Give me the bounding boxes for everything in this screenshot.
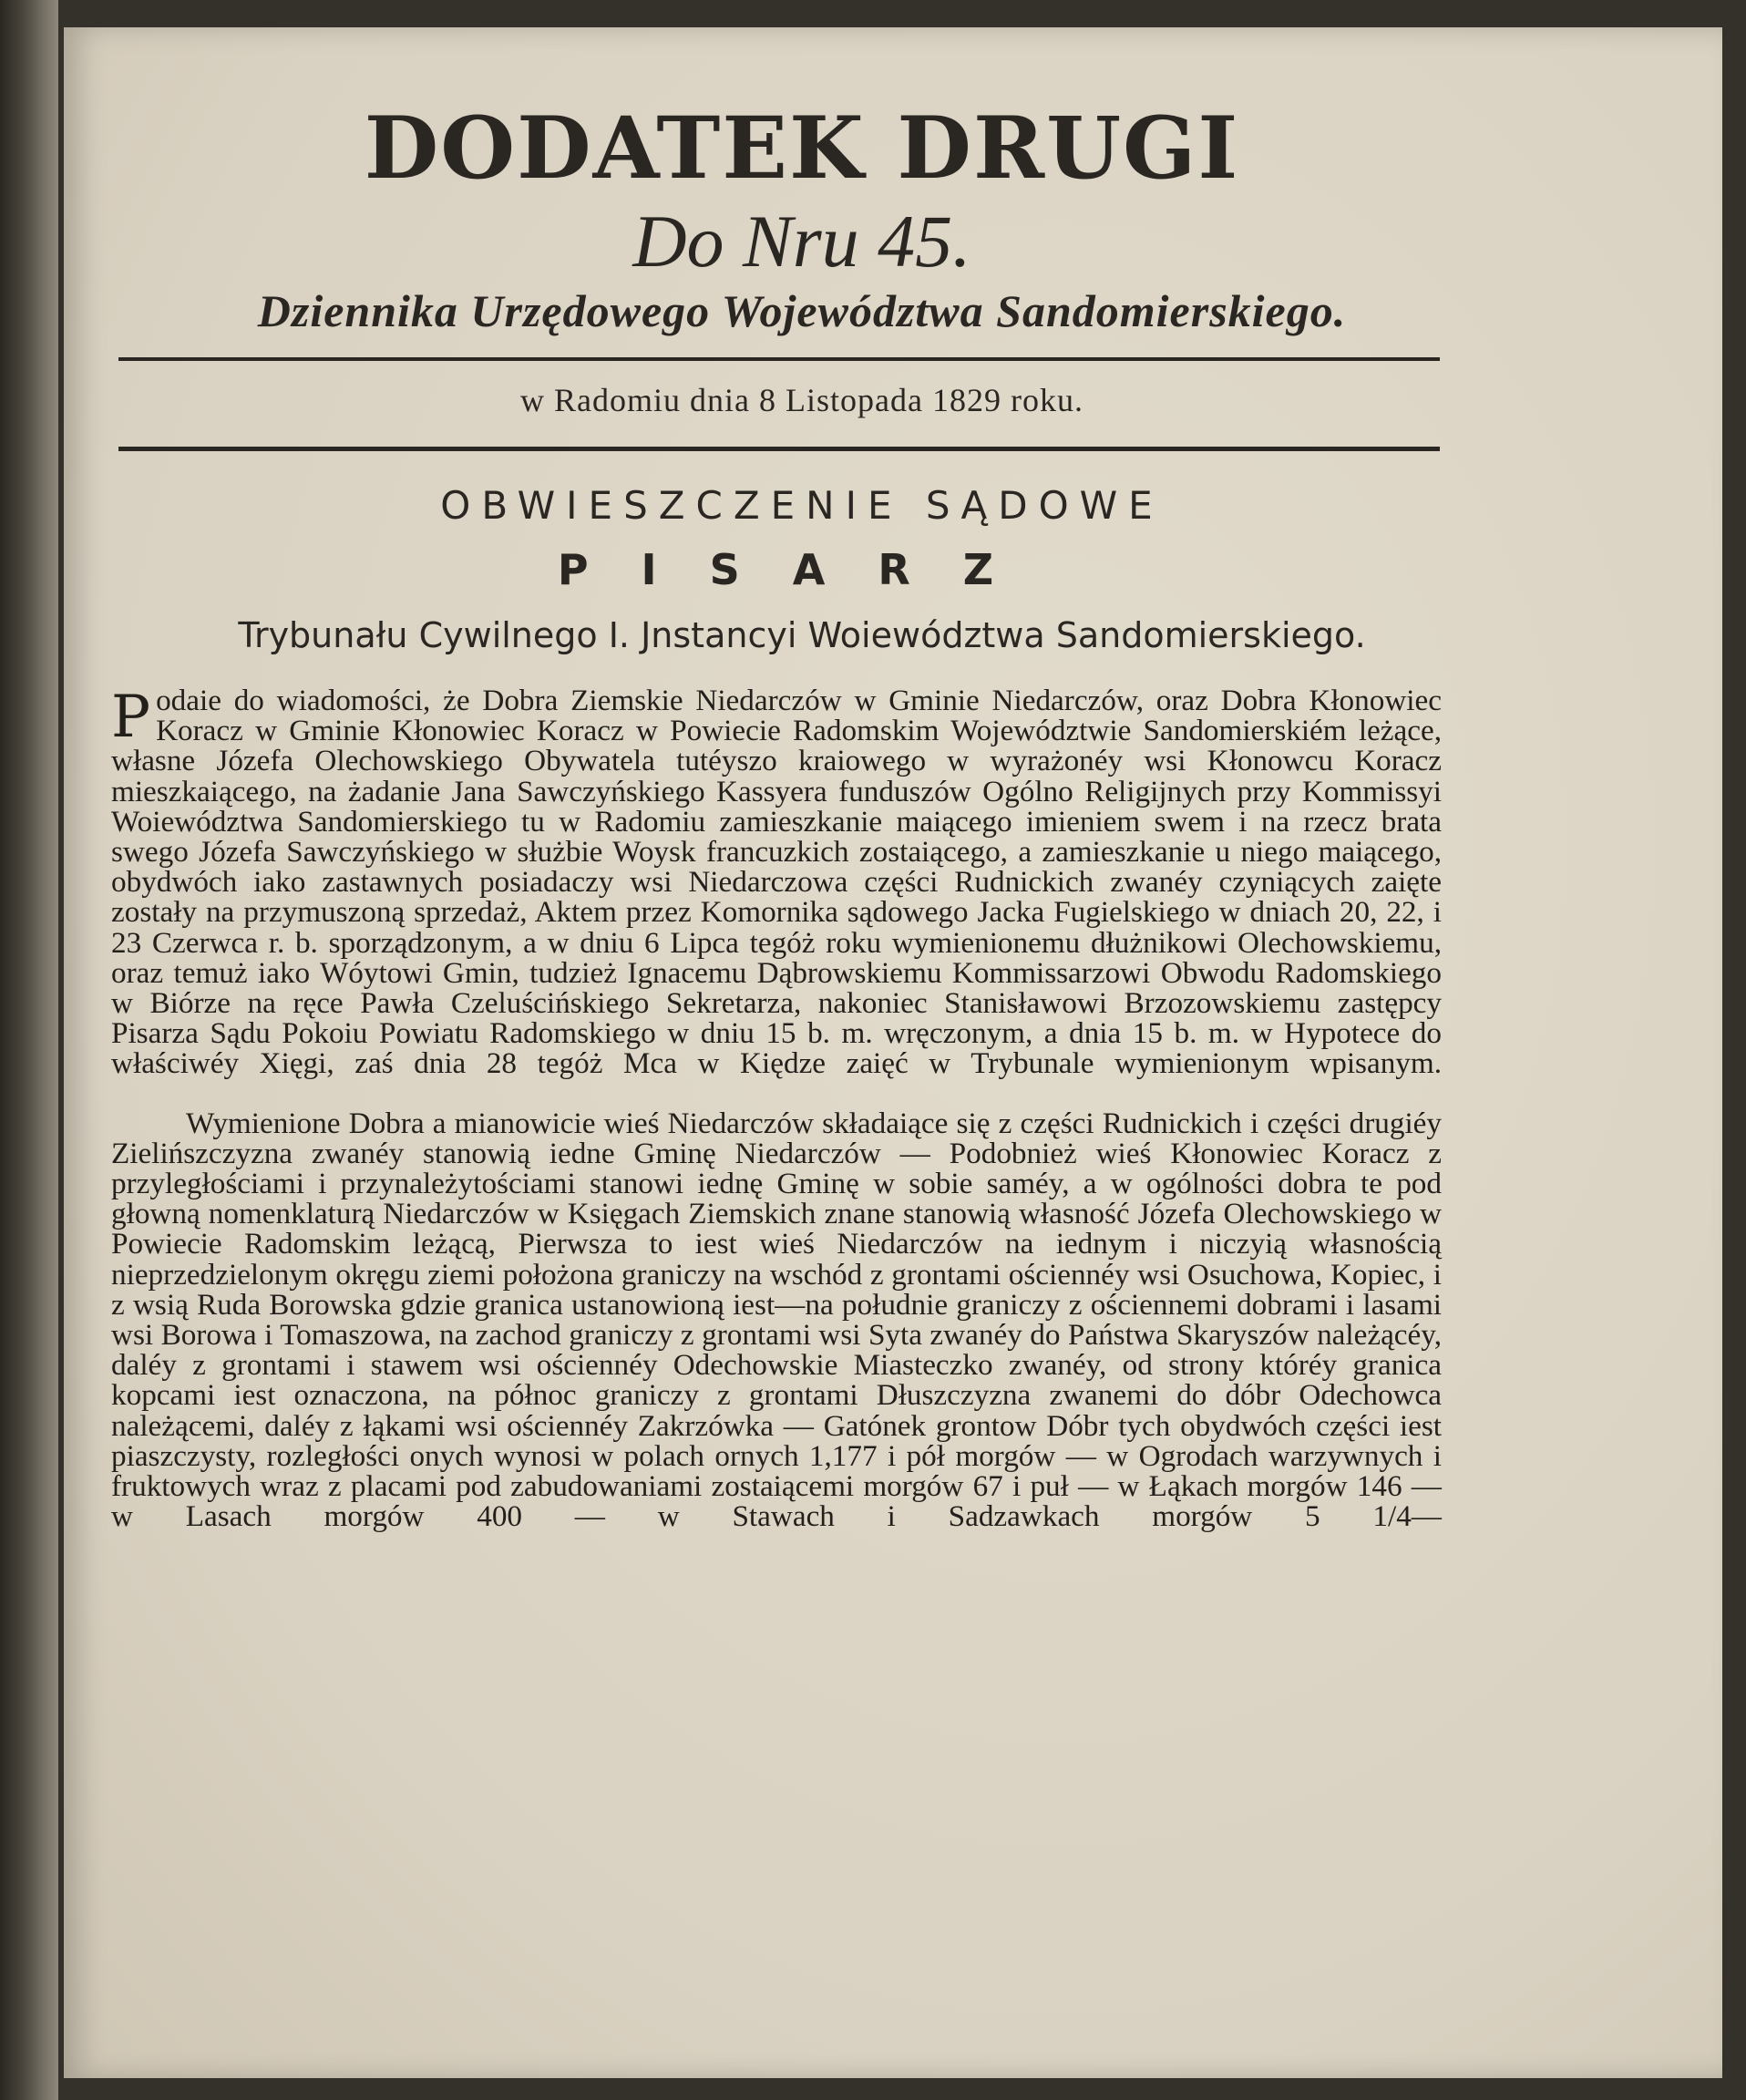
body-paragraph [111,685,1442,1079]
dateline: w Radomiu dnia 8 Listopada 1829 roku. [520,382,1084,418]
body-paragraph [111,1108,1442,1532]
court-name: Trybunału Cywilnego I. Jnstancyi Woiewództwa Sandomierskiego. [238,615,1366,655]
notice-body [111,684,1442,1534]
notice-heading: OBWIESZCZENIE SĄDOWE [440,483,1164,528]
journal-name: Dziennika Urzędowego Województwa Sandomierskiego. [257,285,1347,336]
page-title: DODATEK DRUGI [364,98,1240,199]
header-rule [118,447,1440,451]
drop-cap: P [111,684,151,751]
document-page [64,27,1722,2078]
paragraph-text: Wymienione Dobra a mianowicie wieś Niedarczów składaiące się z części Rudnickich i części drugiéy Zielińszczyzna zwanéy stanowią iedne Gminę Niedarczów — Podobnież wieś Kłonowiec Koracz z przyległościami i przynależytościami stanowi iednę Gminę w sobie saméy, a w ogólności dobra te pod głowną nomenklaturą Niedarczów w Księgach Ziemskich znane stanowią własność Józefa Olechowskiego w Powiecie Radomskim leżącą, Pierwsza to iest wieś Niedarczów na iednym i niczyią własnością nieprzedzielonym okręgu ziemi położona graniczy na wschód z grontami ościennéy wsi Osuchowa, Kopiec, i z wsią Ruda Borowska gdzie granica ustanowioną iest—na południe graniczy z ościennemi dobrami i lasami wsi Borowa i Tomaszowa, na zachod graniczy z grontami wsi Syta zwanéy do Państwa Skaryszów należącéy, daléy z grontami i stawem wsi ościennéy Odechowskie Miasteczko zwanéy, od strony któréy granica kopcami iest oznaczona, na północ graniczy z grontami Dłuszczyzna zwanemi do dóbr Odechowca należącemi, daléy z łąkami wsi ościennéy Zakrzówka — Gatónek grontow Dóbr tych obydwóch części iest piaszczysty, rozległości onych wynosi w polach ornych 1,177 i pół morgów — w Ogrodach warzywnych i fruktowych wraz z placami pod zabudowaniami zostaiącemi morgów 67 i puł — w Łąkach morgów 146 — w Lasach morgów 400 — w Stawach i Sadzawkach morgów 5 1/4— [111,1106,1442,1534]
paragraph-text: odaie do wiadomości, że Dobra Ziemskie Niedarczów w Gminie Niedarczów, oraz Dobra Kłonowiec Koracz w Gminie Kłonowiec Koracz w Powiecie Radomskim Województwie Sandomierskiém leżące, własne Józefa Olechowskiego Obywatela tutéyszo kraiowego w wyrażonéy wsi Kłonowcu Koracz mieszkaiącego, na żadanie Jana Sawczyńskiego Kassyera funduszów Ogólno Religijnych przy Kommissyi Woiewództwa Sandomierskiego tu w Radomiu zamieszkanie maiącego imieniem swem i na rzecz brata swego Józefa Sawczyńskiego w służbie Woysk francuzkich zostaiącego, a zamieszkanie u niego maiącego, obydwóch iako zastawnych posiadaczy wsi Niedarczowa części Rudnickich zwanéy czyniących zaięte zostały na przymuszoną sprzedaż, Aktem przez Komornika sądowego Jacka Fugielskiego w dniach 20, 22, i 23 Czerwca r. b. sporządzonym, a w dniu 6 Lipca tegóż roku wymienionemu dłużnikowi Olechowskiemu, oraz temuż iako Wóytowi Gmin, tudzież Ignacemu Dąbrowskiemu Kommissarzowi Obwodu Radomskiego w Biórze na ręce Pawła Czeluścińskiego Sekretarza, nakoniec Stanisławowi Brzozowskiemu zastępcy Pisarza Sądu Pokoiu Powiatu Radomskiego w dniu 15 b. m. wręczonym, a dnia 15 b. m. w Hypotece do właściwéy Xięgi, zaś dnia 28 tegóż Mca w Kiędze zaięć w Trybunale wymienionym wpisanym. [111,684,1442,1081]
notice-subheading: PISARZ [557,545,1047,594]
book-binding-edge [0,0,58,2100]
header-rule [118,357,1440,361]
issue-number: Do Nru 45. [632,200,971,283]
